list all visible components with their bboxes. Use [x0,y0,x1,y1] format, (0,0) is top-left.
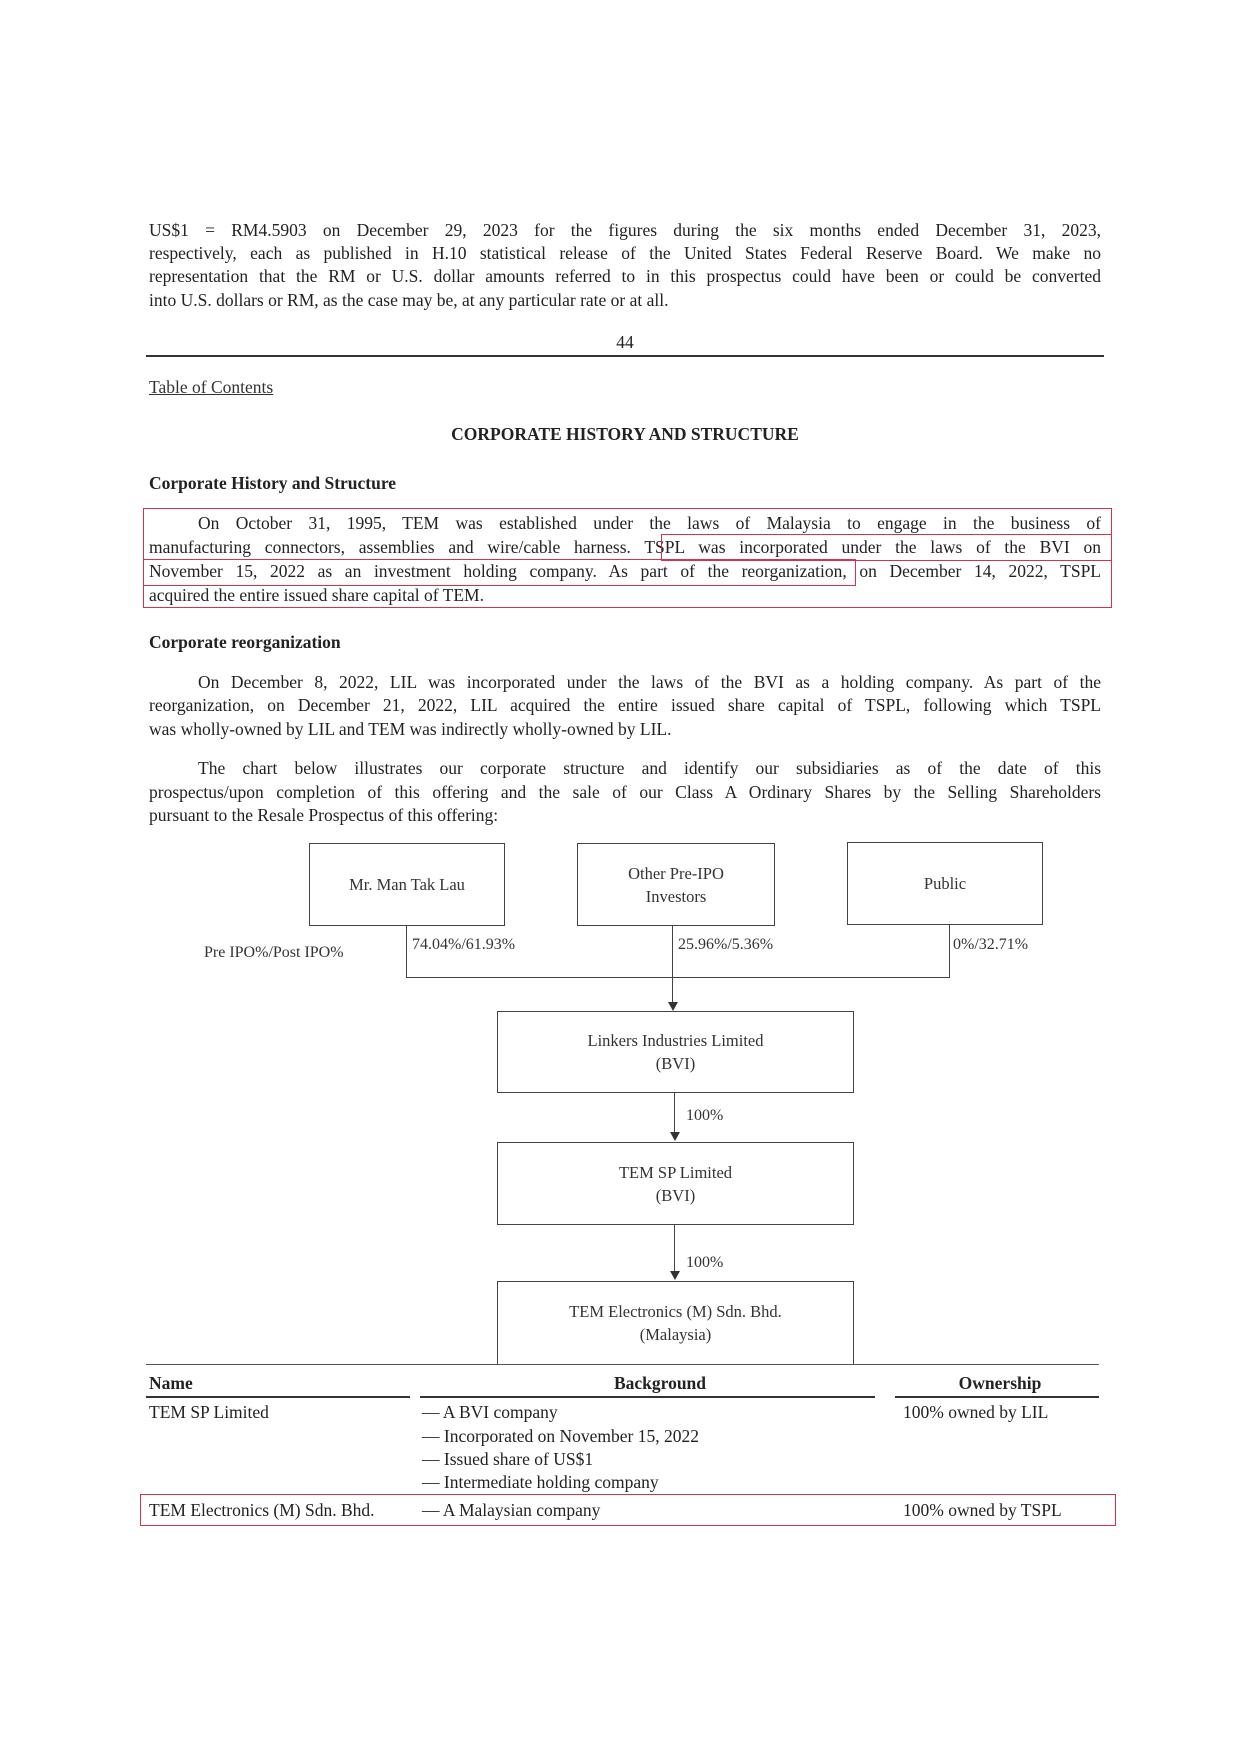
shareholder-name: Public [923,874,967,893]
connector-line [949,924,950,977]
shareholder-name: Mr. Man Tak Lau [349,875,465,894]
text-line: into U.S. dollars or RM, as the case may be, at any particular rate or at all. [149,290,669,310]
entity-box-tem-sp [497,1142,854,1225]
ownership-pct: 74.04%/61.93% [412,936,516,953]
connector-line [674,1092,675,1133]
shareholder-box-public [847,842,1043,925]
section-title: CORPORATE HISTORY AND STRUCTURE [451,424,799,444]
entity-jurisdiction: (Malaysia) [639,1325,712,1344]
cell-name: TEM SP Limited [149,1402,269,1422]
table-of-contents-link[interactable]: Table of Contents [149,377,274,397]
shareholder-box-other-investors [577,843,775,926]
pct-legend-label: Pre IPO%/Post IPO% [204,944,344,961]
cell-background: — Intermediate holding company [422,1472,659,1492]
arrow-down-icon [670,1132,680,1141]
cell-background: — Incorporated on November 15, 2022 [422,1426,700,1446]
entity-jurisdiction: (BVI) [655,1185,696,1205]
text-line: On December 8, 2022, LIL was incorporated under the laws of the BVI as a holding company. As part of the [198,672,1101,692]
header-rule [420,1396,875,1398]
entity-name: TEM Electronics (M) Sdn. Bhd. [569,1302,782,1321]
cell-background: — A Malaysian company [422,1500,601,1520]
connector-line [672,925,673,1003]
entity-box-tem-electronics [497,1281,854,1365]
page-divider [146,355,1104,357]
text-line: reorganization, on December 21, 2022, LIL acquired the entire issued share capital of TSPL, following which TSPL [149,695,1101,715]
page-number: 44 [616,332,634,352]
header-ownership: Ownership [958,1373,1042,1393]
text-line: representation that the RM or U.S. dollar amounts referred to in this prospectus could have been or could be converted [149,266,1101,286]
ownership-pct: 0%/32.71% [953,936,1029,953]
text-line: pursuant to the Resale Prospectus of this offering: [149,805,499,825]
ownership-pct: 25.96%/5.36% [678,936,774,953]
text-line: respectively, each as published in H.10 statistical release of the United States Federal Reserve Board. We make no [149,243,1101,263]
header-rule [146,1396,410,1398]
text-line: was wholly-owned by LIL and TEM was indirectly wholly-owned by LIL. [149,719,672,739]
link-pct: 100% [686,1107,724,1124]
history-heading: Corporate History and Structure [149,473,397,493]
text-line: manufacturing connectors, assemblies and wire/cable harness. TSPL was incorporated under the laws of the BVI on [149,537,1101,557]
entity-name: Linkers Industries Limited [587,1031,764,1050]
text-line: prospectus/upon completion of this offering and the sale of our Class A Ordinary Shares by the Selling Shareholders [149,782,1101,802]
text-line: November 15, 2022 as an investment holding company. As part of the reorganization, on December 14, 2022, TSPL [149,561,1101,581]
text-line: acquired the entire issued share capital of TEM. [149,585,484,605]
text-line: US$1 = RM4.5903 on December 29, 2023 for the figures during the six months ended December 31, 2023, [149,220,1101,240]
reorganization-heading: Corporate reorganization [149,632,341,652]
connector-line [406,977,950,978]
connector-line [406,925,407,977]
header-background: Background [613,1373,707,1393]
cell-ownership: 100% owned by LIL [903,1402,1049,1422]
table-top-rule [146,1364,1099,1365]
text-line: On October 31, 1995, TEM was established under the laws of Malaysia to engage in the business of [198,513,1101,533]
entity-jurisdiction: (BVI) [655,1054,696,1073]
link-pct: 100% [686,1254,724,1271]
entity-name: TEM SP Limited [618,1162,733,1182]
cell-name: TEM Electronics (M) Sdn. Bhd. [149,1500,375,1520]
header-rule [895,1396,1099,1398]
shareholder-name: Other Pre-IPO Investors [628,863,724,906]
arrow-down-icon [670,1271,680,1280]
shareholder-box-man-tak-lau [309,843,505,926]
cell-background: — Issued share of US$1 [422,1449,594,1469]
cell-background: — A BVI company [422,1402,558,1422]
header-name: Name [149,1373,193,1393]
connector-line [674,1224,675,1272]
arrow-down-icon [668,1002,678,1011]
text-line: The chart below illustrates our corporate structure and identify our subsidiaries as of the date of this [198,758,1101,778]
cell-ownership: 100% owned by TSPL [903,1500,1062,1520]
entity-box-linkers [497,1011,854,1093]
